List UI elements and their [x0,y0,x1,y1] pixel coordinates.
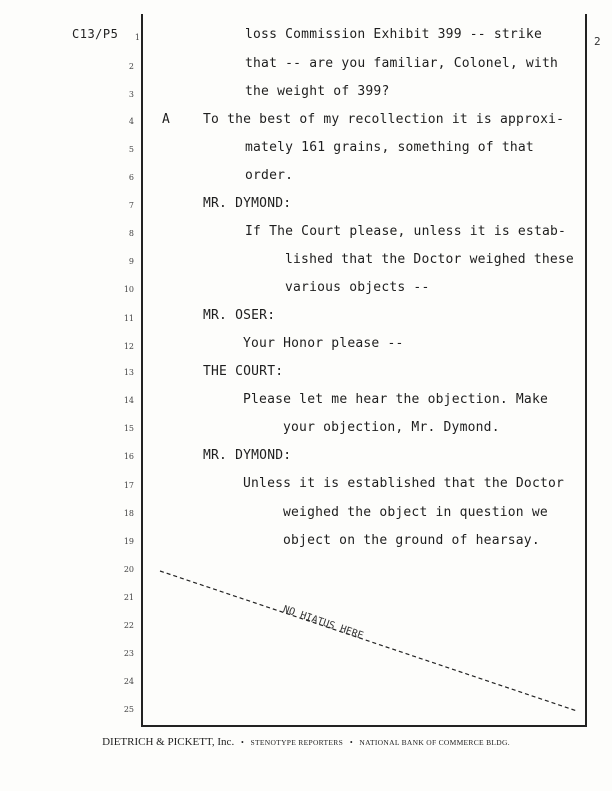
transcript-line: the weight of 399? [245,84,390,99]
footer-service: STENOTYPE REPORTERS [250,738,344,747]
transcript-line: various objects -- [285,280,430,295]
transcript-line: Unless it is established that the Doctor [243,476,565,491]
line-number: 20 [123,565,134,574]
transcript-line: Your Honor please -- [243,336,404,351]
line-number: 24 [123,677,134,686]
line-number: 12 [123,342,134,351]
footer-separator: • [240,738,244,747]
line-number: 19 [123,537,134,546]
transcript-line: mately 161 grains, something of that [245,140,534,155]
transcript-line: your objection, Mr. Dymond. [283,420,500,435]
transcript-line: MR. DYMOND: [203,196,292,211]
line-number: 3 [128,90,134,99]
line-number: 15 [123,424,134,433]
page-number: 2 [594,35,601,48]
footer-firm: DIETRICH & PICKETT, Inc. [102,736,235,748]
line-number: 5 [128,145,134,154]
line-number: 13 [123,368,134,377]
line-number: 7 [128,201,134,210]
line-number: 9 [128,257,134,266]
page-footer [0,736,612,748]
transcript-line: that -- are you familiar, Colonel, with [245,56,559,71]
transcript-line: Please let me hear the objection. Make [243,392,549,407]
line-number: 23 [123,649,134,658]
line-number: 10 [123,285,134,294]
line-number: 8 [128,229,134,238]
page-identifier: C13/P5 [72,27,119,41]
line-number: 1 [134,33,140,42]
line-number: 14 [123,396,134,405]
line-number: 25 [123,705,134,714]
line-number: 21 [123,593,134,602]
transcript-line: MR. DYMOND: [203,448,292,463]
transcript-line: object on the ground of hearsay. [283,533,540,548]
no-hiatus-stamp: NO HIATUS HERE [281,604,365,642]
transcript-line: weighed the object in question we [283,505,548,520]
line-number: 22 [123,621,134,630]
transcript-line: THE COURT: [203,364,284,379]
transcript-line: order. [245,168,294,183]
line-number: 2 [128,62,134,71]
line-number: 18 [123,509,134,518]
footer-separator: • [349,738,353,747]
footer-address: NATIONAL BANK OF COMMERCE BLDG. [359,738,510,747]
line-number: 6 [128,173,134,182]
line-number: 17 [123,481,134,490]
transcript-line: To the best of my recollection it is approxi- [203,112,565,127]
answer-marker: A [162,112,171,127]
transcript-line: If The Court please, unless it is estab- [245,224,567,239]
line-number: 11 [123,314,134,323]
line-number: 16 [123,452,134,461]
line-number: 4 [128,117,134,126]
transcript-line: MR. OSER: [203,308,276,323]
transcript-line: loss Commission Exhibit 399 -- strike [245,27,542,42]
transcript-line: lished that the Doctor weighed these [285,252,574,267]
